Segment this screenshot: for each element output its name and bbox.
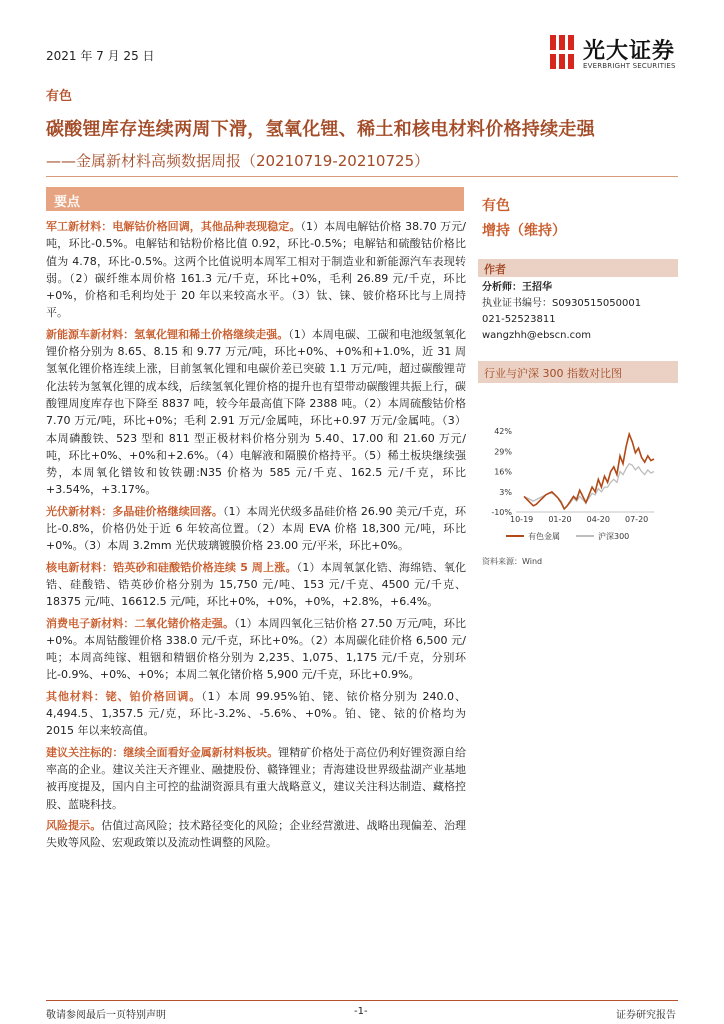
paragraph-lead: 建议关注标的：继续全面看好金属新材料板块。: [46, 745, 279, 759]
paragraph-electronics: [46, 615, 466, 684]
paragraph-lead: 风险提示。: [46, 818, 102, 832]
analyst-name: 分析师：王招华: [482, 282, 552, 293]
y-tick-label: 42%: [494, 427, 512, 436]
paragraph-risk: [46, 817, 466, 852]
brand-name: 光大证券: [583, 39, 676, 64]
sidebar-rating: 增持（维持）: [482, 223, 566, 239]
paragraph-text: （1）本周四氧化三钴价格 27.50 万元/吨，环比+0%。本周钴酸锂价格 338.0 元/千克，环比+0%。（2）本周碳化硅价格 6,500 元/吨；本周高纯镓、粗铟和精铟价格分别为 2,235、1,075、1,175 元/千克，分别环比-0.9%、+0%、+0%；本周二氧化锗价格 5,900 元/千克，环比+0.9%。: [46, 616, 466, 682]
footer-report-type: 证券研究报告: [616, 1010, 676, 1021]
paragraph-lead: 其他材料：铑、铂价格回调。: [46, 689, 202, 703]
paragraph-recommend: [46, 744, 466, 813]
author-header: [478, 259, 678, 277]
report-date: 2021 年 7 月 25 日: [46, 49, 155, 63]
chart-label: 行业与沪深 300 指数对比图: [484, 367, 622, 380]
key-points-label: 要点: [54, 195, 81, 210]
sector-label: 有色: [46, 89, 73, 104]
paragraph-nuclear: [46, 559, 466, 611]
paragraph-other: [46, 688, 466, 740]
phone-number: 021-52523811: [482, 314, 556, 325]
chart-header: [478, 361, 678, 383]
y-tick-label: 3%: [499, 487, 512, 497]
key-points-body: [46, 218, 466, 855]
paragraph-lead: 新能源车新材料：氢氧化锂和稀土价格继续走强。: [46, 327, 289, 341]
paragraph-lead: 核电新材料：锆英砂和硅酸锆价格连续 5 周上涨。: [46, 560, 297, 574]
paragraph-lead: 消费电子新材料：二氧化锗价格走强。: [46, 616, 235, 630]
series-line-csi300: [524, 464, 654, 509]
legend-label: 有色金属: [528, 532, 560, 541]
footer-divider: [46, 1000, 678, 1001]
report-title: 碳酸锂库存连续两周下滑，氢氧化锂、稀土和核电材料价格持续走强: [46, 119, 595, 140]
key-points-header: [46, 187, 464, 211]
author-label: 作者: [484, 263, 506, 276]
paragraph-text: （1）本周光伏级多晶硅价格 26.90 美元/千克，环比-0.8%，价格仍处于近 6 年较高位置。（2）本周 EVA 价格 18,300 元/吨，环比+0%。（3）本周 3.2mm 光伏玻璃镀膜价格 23.00 元/平米，环比+0%。: [46, 504, 466, 553]
email-address: wangzhh@ebscn.com: [482, 330, 591, 341]
x-tick-label: 10-19: [510, 515, 534, 524]
paragraph-military: [46, 218, 466, 322]
page-number: -1-: [354, 1006, 368, 1017]
paragraph-text: 锂精矿价格处于高位仍利好锂资源自给率高的企业。建议关注天齐锂业、融捷股份、赣锋锂业；青海建设世界级盐湖产业基地被再度提及，国内自主可控的盐湖资源具有重大战略意义，建议关注科达制造、藏格控股、蓝晓科技。: [46, 745, 467, 811]
footer-disclaimer: 敬请参阅最后一页特别声明: [46, 1010, 166, 1021]
x-tick-label: 04-20: [586, 515, 610, 524]
paragraph-lead: 光伏新材料：多晶硅价格继续回落。: [46, 504, 223, 518]
paragraph-text: （1）本周电解钴价格 38.70 万元/吨，环比-0.5%。电解钴和钴粉价格比值 0.92，环比-0.5%；电解钴和硫酸钴价格比值为 4.78，环比-0.5%。这两个比值说明本周军工相对于制造业和新能源汽车表现转弱。（2）碳纤维本周价格 161.3 元/千克，环比+0%，毛利 26.89 元/千克，环比+0%，价格和毛利均处于 20 年以来较高水平。（3）钛、铼、铍价格环比与上周持平。: [46, 220, 466, 320]
y-tick-label: -10%: [491, 508, 512, 517]
author-info: [482, 280, 641, 344]
sidebar-sector: 有色: [482, 198, 510, 214]
brand-logo: [546, 30, 582, 72]
y-tick-label: 29%: [494, 447, 512, 457]
brand-name-en: EVERBRIGHT SECURITIES: [583, 62, 676, 70]
paragraph-lead: 军工新材料：电解钴价格回调，其他品种表现稳定。: [46, 220, 301, 233]
paragraph-text: （1）本周氧氯化锆、海绵锆、氧化锆、硅酸锆、锆英砂价格分别为 15,750 元/吨、153 元/千克、4500 元/千克、18375 元/吨、16612.5 元/吨，环比+0%，+0%，+0%，+2.8%，+6.4%。: [46, 560, 467, 609]
header-divider: [46, 176, 678, 177]
legend-label: 沪深300: [598, 532, 630, 541]
index-comparison-chart: [478, 418, 678, 548]
x-tick-label: 07-20: [625, 515, 649, 524]
license-number: 执业证书编号：S0930515050001: [482, 298, 642, 309]
paragraph-text: （1）本周 99.95%铂、铑、铱价格分别为 240.0、4,494.5、1,357.5 元/克，环比-3.2%、-5.6%、+0%。铂、铑、铱的价格均为 2015 年以来较高值。: [46, 689, 466, 738]
x-tick-label: 01-20: [548, 515, 572, 524]
paragraph-pv: [46, 503, 466, 555]
paragraph-text: 估值过高风险；技术路径变化的风险；企业经营激进、战略出现偏差、治理失败等风险、宏观政策以及流动性调整的风险。: [46, 818, 467, 850]
paragraph-nev: [46, 326, 466, 499]
report-subtitle: ——金属新材料高频数据周报（20210719-20210725）: [46, 152, 430, 170]
chart-source: 资料来源：Wind: [482, 557, 543, 566]
paragraph-text: （1）本周电碳、工碳和电池级氢氧化锂价格分别为 8.65、8.15 和 9.77 万元/吨，环比+0%、+0%和+1.0%，近 31 周氢氧化锂价格连续上涨，目前氢氧化锂和电碳价差已突破 1.1 万元/吨，超过碳酸锂苛化法转为氢氧化锂的成本线，后续氢氧化锂价格的提升也有望带动碳酸锂共振上行，碳酸锂周度库存也下降至 8837 吨，较今年最高值下降 2388 吨。（2）本周硫酸钴价格 7.70 万元/吨，环比+0%；毛利 2.91 万元/金属吨，环比+0.97 万元/金属吨。（3）本周磷酸铁、523 型和 811 型正极材料价格分别为 5.40、17.00 和 21.60 万元/吨，环比+0%、+0%和+2.6%。（4）电解液和隔膜价格持平。（5）稀土板块继续强势，本周氧化镨钕和钕铁硼:N35 价格为 585 元/千克、162.5 元/千克，环比+3.54%，+3.17%。: [46, 327, 467, 497]
y-tick-label: 16%: [494, 467, 512, 477]
